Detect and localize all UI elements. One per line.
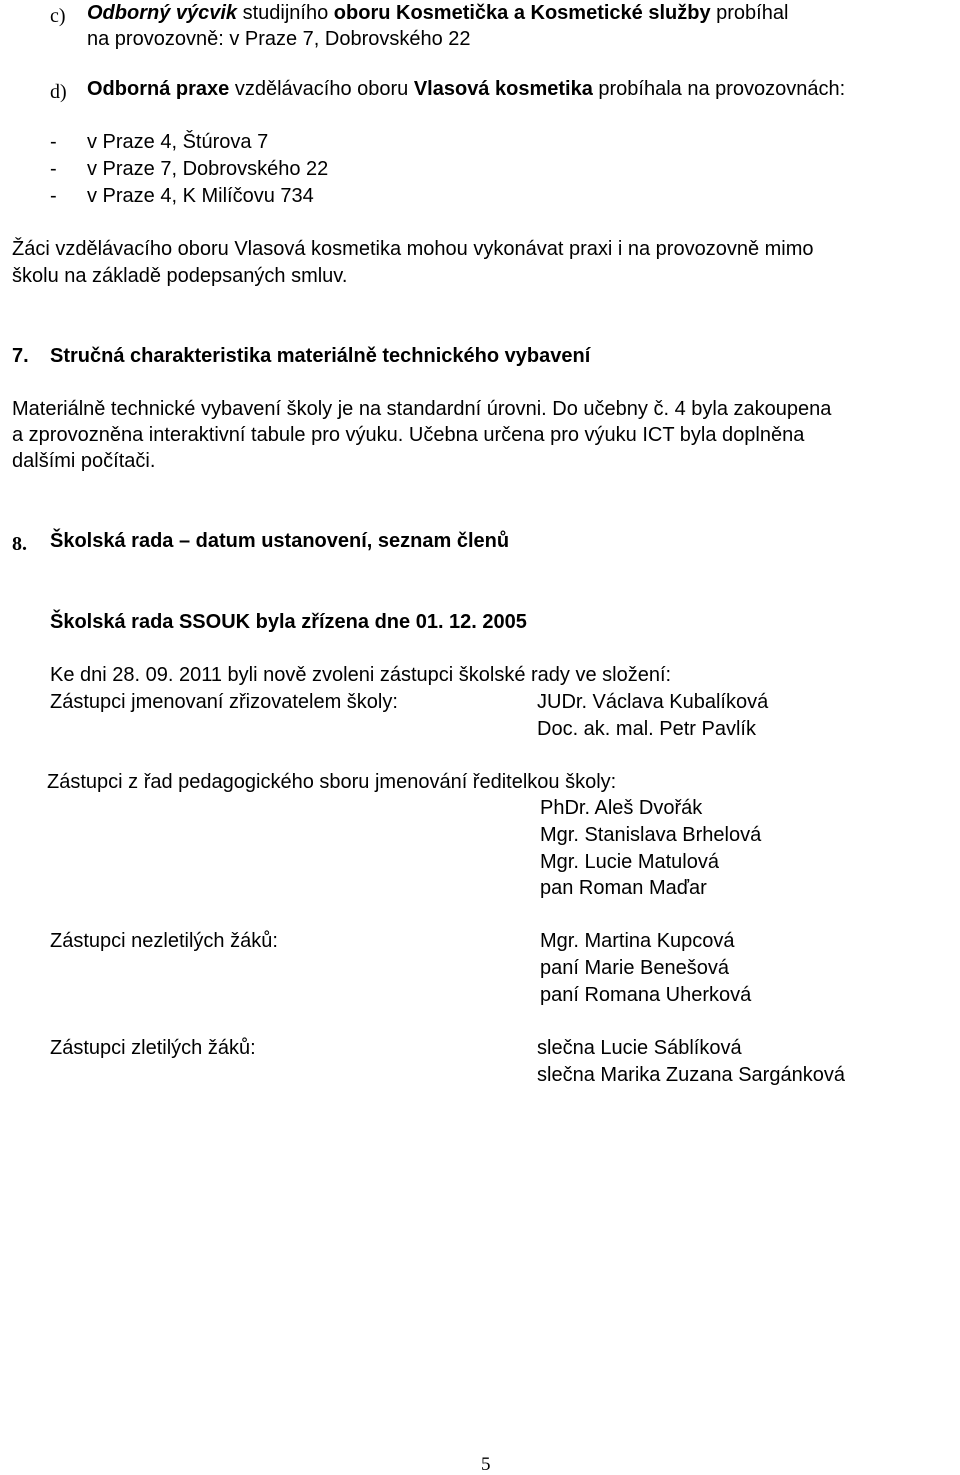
item-c-line2: na provozovně: v Praze 7, Dobrovského 22 (87, 28, 471, 50)
item-d-line (87, 79, 845, 99)
adults-member: slečna Marika Zuzana Sargánková (537, 1064, 845, 1086)
location-item (50, 185, 314, 207)
staff-member: pan Roman Maďar (540, 877, 707, 899)
item-c-bold-italic: Odborný výcvik (87, 2, 238, 24)
location-item (50, 158, 329, 180)
council-established: Školská rada SSOUK byla zřízena dne 01. 12. 2005 (50, 611, 527, 633)
founder-member: Doc. ak. mal. Petr Pavlík (537, 718, 756, 740)
list-marker-d: d) (50, 81, 67, 103)
minors-member: Mgr. Martina Kupcová (540, 930, 735, 952)
staff-member: PhDr. Aleš Dvořák (540, 797, 703, 819)
section-7-line2: a zprovozněna interaktivní tabule pro výuku. Učebna určena pro výuku ICT byla doplněna (12, 424, 805, 446)
elected-line: Ke dni 28. 09. 2011 byli nově zvoleni zástupci školské rady ve složení: (50, 664, 672, 686)
practice-note-line1: Žáci vzdělávacího oboru Vlasová kosmetika mohou vykonávat praxi i na provozovně mimo (12, 238, 814, 260)
item-d-text2: probíhala na provozovnách: (592, 78, 846, 100)
minors-member: paní Marie Benešová (540, 957, 730, 979)
minors-label: Zástupci nezletilých žáků: (50, 930, 278, 952)
item-c-bold: oboru Kosmetička a Kosmetické služby (333, 2, 711, 24)
section-8-number: 8. (12, 533, 27, 555)
minors-member: paní Romana Uherková (540, 984, 752, 1006)
founder-label: Zástupci jmenovaní zřizovatelem školy: (50, 691, 398, 713)
staff-label: Zástupci z řad pedagogického sboru jmenování ředitelkou školy: (47, 771, 617, 793)
staff-member: Mgr. Lucie Matulová (540, 851, 719, 873)
item-d-text1: vzdělávacího oboru (229, 78, 414, 100)
founder-member: JUDr. Václava Kubalíková (537, 691, 769, 713)
section-7-title: Stručná charakteristika materiálně technického vybavení (50, 345, 591, 367)
location-text: v Praze 4, Štúrova 7 (87, 131, 269, 153)
practice-note-line2: školu na základě podepsaných smluv. (12, 265, 348, 287)
list-marker-c: c) (50, 5, 66, 27)
section-7-line3: dalšími počítači. (12, 450, 156, 472)
dash: - (50, 185, 57, 207)
item-c-text1: studijního (237, 2, 334, 24)
section-7-number: 7. (12, 345, 29, 367)
section-7-line1: Materiálně technické vybavení školy je na standardní úrovni. Do učebny č. 4 byla zakoupena (12, 398, 832, 420)
item-d-bold2: Vlasová kosmetika (413, 78, 593, 100)
section-8-title: Školská rada – datum ustanovení, seznam členů (50, 530, 510, 552)
location-text: v Praze 4, K Milíčovu 734 (87, 185, 314, 207)
dash: - (50, 158, 57, 180)
page-number: 5 (481, 1454, 491, 1475)
adults-label: Zástupci zletilých žáků: (50, 1037, 256, 1059)
item-c-text2: probíhal (710, 2, 789, 24)
location-text: v Praze 7, Dobrovského 22 (87, 158, 329, 180)
item-c-line1 (87, 3, 788, 23)
staff-member: Mgr. Stanislava Brhelová (540, 824, 762, 846)
adults-member: slečna Lucie Sáblíková (537, 1037, 742, 1059)
item-d-bold1: Odborná praxe (87, 78, 230, 100)
location-item (50, 131, 269, 153)
dash: - (50, 131, 57, 153)
